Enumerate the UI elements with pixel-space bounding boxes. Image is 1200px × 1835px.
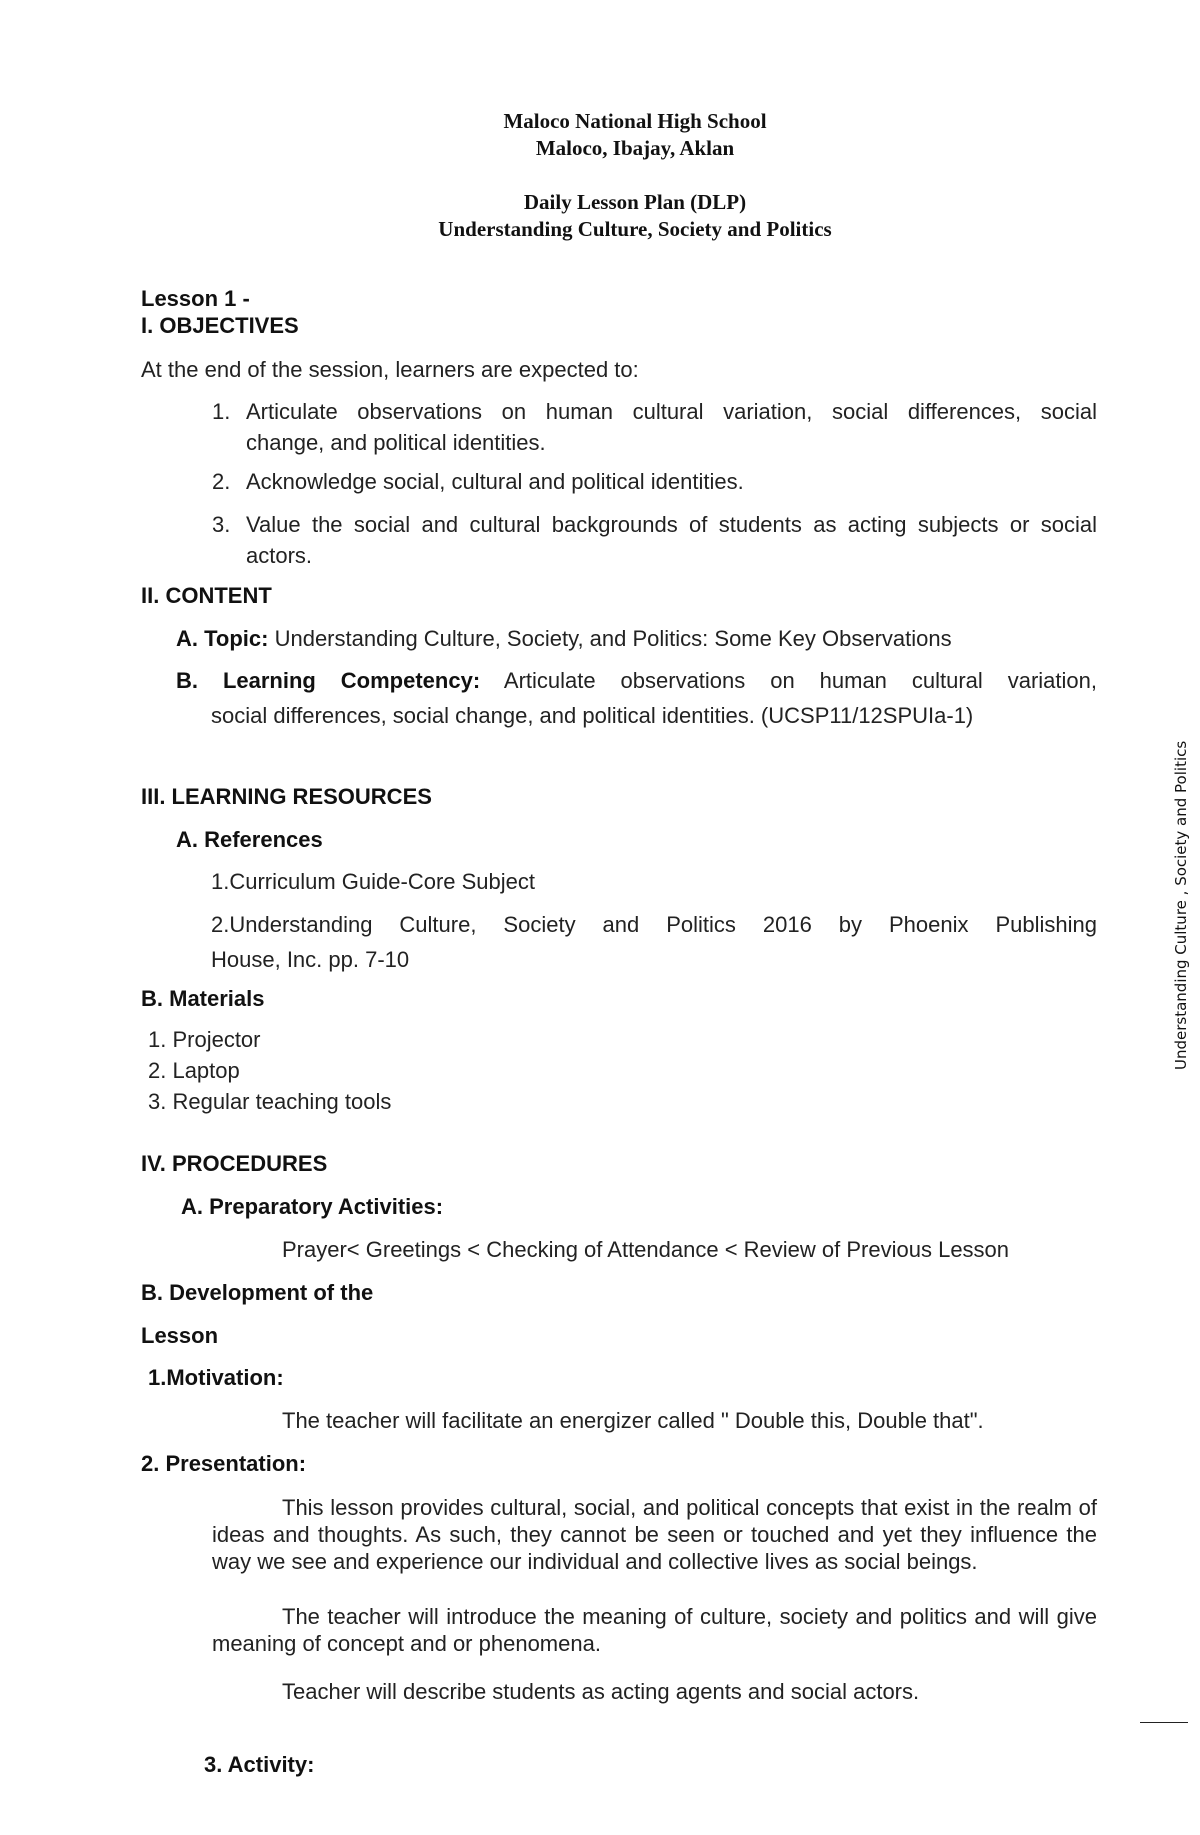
plan-title: Daily Lesson Plan (DLP) — [523, 190, 747, 214]
lesson-label: Lesson 1 - — [141, 286, 250, 311]
motivation-text: The teacher will facilitate an energizer called " Double this, Double that". — [282, 1408, 984, 1433]
side-running-title: Understanding Culture , Society and Politics — [1172, 740, 1190, 1070]
content-heading: II. CONTENT — [141, 583, 272, 608]
development-heading-line1: B. Development of the — [141, 1280, 374, 1305]
competency-label: B. Learning Competency: — [176, 668, 481, 693]
development-heading-line2: Lesson — [141, 1323, 219, 1348]
preparatory-heading: A. Preparatory Activities: — [181, 1194, 444, 1219]
objectives-heading: I. OBJECTIVES — [141, 313, 299, 338]
footer-rule — [1140, 1722, 1188, 1723]
topic-text: Understanding Culture, Society, and Politics: Some Key Observations — [268, 626, 952, 651]
materials-heading: B. Materials — [141, 986, 265, 1011]
motivation-heading: 1.Motivation: — [148, 1365, 284, 1390]
school-name: Maloco National High School — [503, 109, 767, 133]
objectives-intro: At the end of the session, learners are expected to: — [141, 357, 639, 382]
presentation-paragraph-1: This lesson provides cultural, social, and political concepts that exist in the realm of ideas and thoughts. As such, they cannot be seen or touched and yet they influence the way we see and experience our individual and collective lives as social beings. — [212, 1495, 1097, 1574]
material-item: 3. Regular teaching tools — [148, 1089, 392, 1114]
objective-2-text: Acknowledge social, cultural and political identities. — [246, 469, 744, 494]
objective-3-number: 3. — [212, 512, 231, 537]
competency-line — [176, 668, 1097, 694]
reference-2-line2: House, Inc. pp. 7-10 — [211, 947, 410, 972]
reference-1: 1.Curriculum Guide-Core Subject — [211, 869, 536, 894]
material-item: 2. Laptop — [148, 1058, 240, 1083]
presentation-paragraph-2: The teacher will introduce the meaning of culture, society and politics and will give meaning of concept and or phenomena. — [212, 1604, 1097, 1656]
competency-line2: social differences, social change, and political identities. (UCSP11/12SPUIa-1) — [211, 703, 974, 728]
references-heading: A. References — [176, 827, 323, 852]
material-item: 1. Projector — [148, 1027, 261, 1052]
objective-1-number: 1. — [212, 399, 231, 424]
resources-heading: III. LEARNING RESOURCES — [141, 784, 432, 809]
objective-1-line1: Articulate observations on human cultural variation, social differences, social — [246, 399, 1097, 424]
presentation-heading: 2. Presentation: — [141, 1451, 307, 1476]
presentation-paragraph-3: Teacher will describe students as acting agents and social actors. — [282, 1679, 920, 1704]
activity-heading: 3. Activity: — [204, 1752, 315, 1777]
reference-2-line1: 2.Understanding Culture, Society and Politics 2016 by Phoenix Publishing — [211, 912, 1097, 937]
subject-title: Understanding Culture, Society and Politics — [438, 217, 832, 241]
objective-3-line1: Value the social and cultural backgrounds of students as acting subjects or social — [246, 512, 1097, 537]
objective-2-number: 2. — [212, 469, 231, 494]
school-address: Maloco, Ibajay, Aklan — [535, 136, 735, 160]
topic-line — [176, 626, 952, 652]
topic-label: A. Topic: — [176, 626, 269, 651]
objective-1-line2: change, and political identities. — [246, 430, 546, 455]
objective-3-line2: actors. — [246, 543, 313, 568]
competency-text: Articulate observations on human cultural variation, — [480, 668, 1097, 693]
preparatory-text: Prayer< Greetings < Checking of Attendance < Review of Previous Lesson — [282, 1237, 1010, 1262]
procedures-heading: IV. PROCEDURES — [141, 1151, 328, 1176]
